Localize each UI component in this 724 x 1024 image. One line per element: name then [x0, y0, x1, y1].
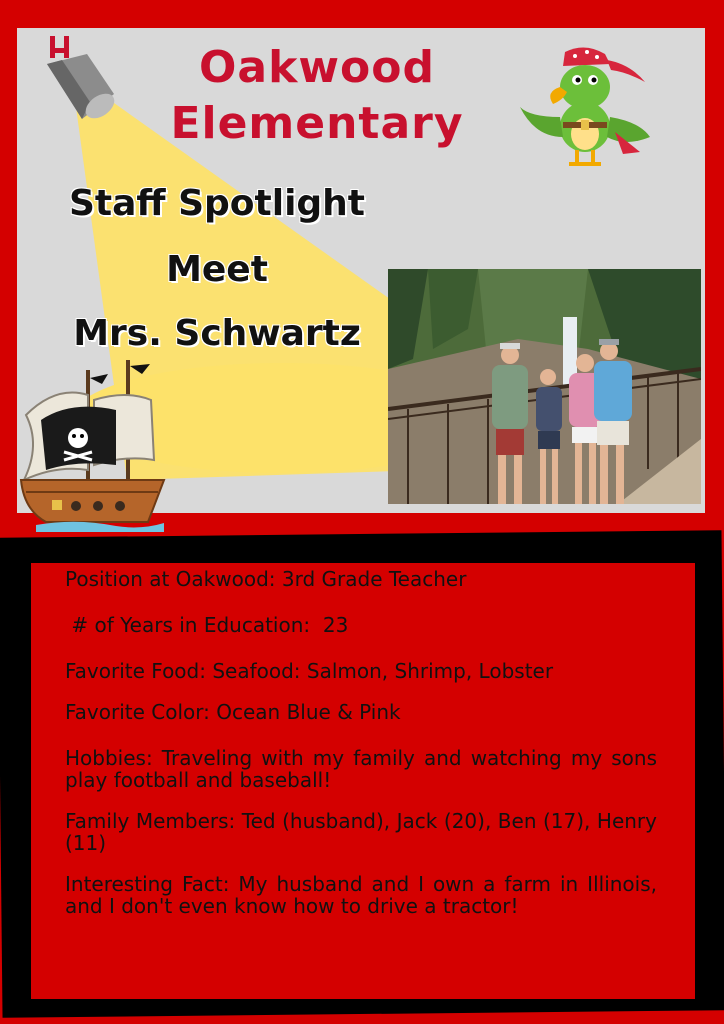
hobbies-text: Hobbies: Traveling with my family and watching my sons play football and baseball! — [65, 746, 657, 792]
staff-spotlight-title: Staff Spotlight — [68, 183, 366, 224]
pirate-parrot-icon — [515, 42, 655, 172]
interesting-fact-text: Interesting Fact: My husband and I own a farm in Illinois, and I don't even know how to drive a tractor! — [65, 872, 657, 918]
years-in-education-text: # of Years in Education: 23 — [65, 613, 349, 637]
family-photo — [388, 269, 701, 504]
info-list — [65, 568, 657, 936]
favorite-food-text: Favorite Food: Seafood: Salmon, Shrimp, Lobster — [65, 659, 554, 683]
school-name — [167, 40, 467, 152]
meet-title: Meet — [166, 249, 268, 290]
pirate-ship-icon — [16, 360, 166, 535]
family-members-text: Family Members: Ted (husband), Jack (20), Ben (17), Henry (11) — [65, 809, 657, 855]
spotlight-icon — [42, 34, 142, 134]
teacher-name-title: Mrs. Schwartz — [73, 313, 361, 354]
school-name-line1: Oakwood — [199, 42, 435, 93]
position-text: Position at Oakwood: 3rd Grade Teacher — [65, 567, 467, 591]
favorite-color-text: Favorite Color: Ocean Blue & Pink — [65, 700, 401, 724]
school-name-line2: Elementary — [170, 98, 464, 149]
